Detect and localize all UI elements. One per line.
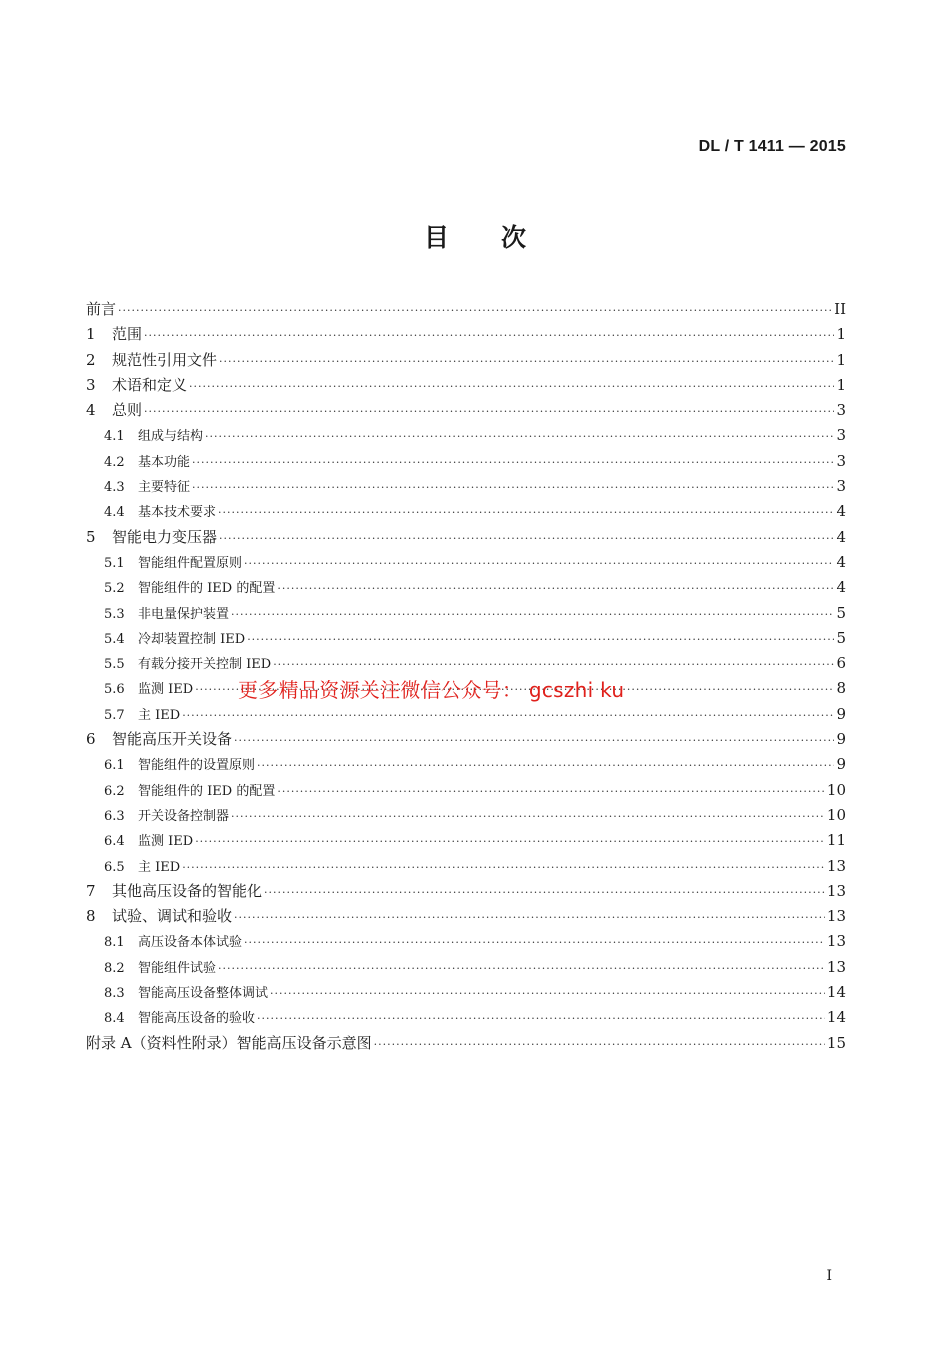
toc-entry-page: 1 (836, 325, 846, 344)
toc-subentry[interactable] (86, 474, 846, 499)
toc-entry-label: 非电量保护装置 (138, 606, 230, 622)
toc-subentry[interactable] (86, 449, 846, 474)
toc-entry-page: 3 (836, 426, 846, 445)
toc-entry-number: 2 (86, 350, 96, 369)
toc-entry-page: 9 (836, 755, 846, 774)
toc-entry-number: 5.5 (104, 657, 125, 673)
toc-entry-number: 7 (86, 881, 96, 900)
toc-entry-label: 范围 (112, 325, 143, 344)
toc-entry-number: 6.5 (104, 859, 125, 875)
dot-leader (195, 829, 825, 854)
toc-entry-label: 总则 (112, 401, 143, 420)
toc-entry[interactable] (86, 373, 846, 398)
toc-entry-page: 5 (836, 603, 846, 622)
toc-entry[interactable] (86, 297, 846, 322)
toc-entry-label: 监测 IED (138, 834, 194, 850)
dot-leader (277, 576, 834, 601)
toc-entry-page: 4 (836, 527, 846, 546)
dot-leader (144, 323, 834, 348)
toc-entry-page: 3 (836, 477, 846, 496)
toc-entry-number: 4.2 (104, 454, 125, 470)
watermark-text: 更多精品资源关注微信公众号： gcszhi ku (238, 678, 625, 702)
toc-entry-label: 前言 (86, 300, 117, 318)
toc-subentry[interactable] (86, 980, 846, 1005)
toc-entry[interactable] (86, 904, 846, 929)
toc-entry-label: 规范性引用文件 (112, 350, 218, 369)
toc-subentry[interactable] (86, 955, 846, 980)
toc-entry-label: 组成与结构 (138, 429, 204, 445)
toc-entry-page: 13 (826, 932, 846, 951)
toc-entry-label: 高压设备本体试验 (138, 935, 243, 951)
dot-leader (234, 905, 825, 930)
toc-entry-page: 6 (836, 654, 846, 673)
toc-entry-label: 智能组件的 IED 的配置 (138, 783, 276, 799)
dot-leader (244, 930, 825, 955)
standard-code: DL / T 1411 — 2015 (698, 138, 846, 155)
toc-entry-number: 5 (86, 527, 96, 546)
page-number: I (826, 1268, 832, 1284)
dot-leader (277, 779, 825, 804)
dot-leader (218, 956, 825, 981)
toc-entry-label: 智能组件的 IED 的配置 (138, 581, 276, 597)
toc-entry-label: 智能组件试验 (138, 960, 217, 976)
toc-entry-label: 智能组件配置原则 (138, 555, 243, 571)
toc-subentry[interactable] (86, 651, 846, 676)
page-title (0, 218, 950, 254)
dot-leader (205, 424, 834, 449)
toc-entry-page: 14 (826, 1008, 846, 1027)
dot-leader (234, 728, 834, 753)
toc-entry-number: 4.3 (104, 480, 125, 496)
toc-entry-page: 8 (836, 679, 846, 698)
toc-subentry[interactable] (86, 778, 846, 803)
toc-entry-page: 1 (836, 375, 846, 394)
toc-entry-number: 8.1 (104, 935, 125, 951)
toc-entry-label: 术语和定义 (112, 375, 188, 394)
toc-subentry[interactable] (86, 626, 846, 651)
toc-entry-label: 附录 A（资料性附录）智能高压设备示意图 (86, 1033, 372, 1052)
toc-entry-page: 3 (836, 401, 846, 420)
toc-entry-number: 3 (86, 375, 96, 394)
toc-entry-page: 15 (826, 1033, 846, 1052)
toc-subentry[interactable] (86, 601, 846, 626)
toc-entry-label: 主 IED (138, 859, 181, 875)
dot-leader (231, 602, 834, 627)
toc-entry-page: 9 (836, 730, 846, 749)
toc-subentry[interactable] (86, 854, 846, 879)
dot-leader (244, 551, 834, 576)
toc-entry[interactable] (86, 398, 846, 423)
toc-entry-page: 4 (836, 578, 846, 597)
toc-entry-page: 10 (826, 805, 846, 824)
toc-entry[interactable] (86, 879, 846, 904)
toc-entry-label: 冷却装置控制 IED (138, 631, 246, 647)
dot-leader (144, 399, 834, 424)
toc-entry-page: 14 (826, 983, 846, 1002)
toc-subentry[interactable] (86, 702, 846, 727)
title-char-2: 次 (501, 223, 527, 252)
toc-entry[interactable] (86, 322, 846, 347)
dot-leader (257, 1006, 825, 1031)
toc-entry-number: 1 (86, 325, 96, 344)
toc-entry[interactable] (86, 525, 846, 550)
toc-entry-number: 5.7 (104, 707, 125, 723)
toc-entry-number: 4.4 (104, 505, 125, 521)
toc-entry-page: 13 (826, 957, 846, 976)
dot-leader (192, 475, 834, 500)
toc-entry-page: 11 (826, 831, 846, 850)
toc-entry-page: 4 (836, 502, 846, 521)
toc-entry-label: 智能高压设备整体调试 (138, 986, 269, 1002)
toc-entry-number: 6.4 (104, 834, 125, 850)
toc-subentry[interactable] (86, 499, 846, 524)
toc-entry-page: 3 (836, 451, 846, 470)
toc-entry-number: 8.2 (104, 960, 125, 976)
toc-entry-number: 8.4 (104, 1011, 125, 1027)
toc-entry-number: 4 (86, 401, 96, 420)
toc-subentry[interactable] (86, 828, 846, 853)
toc-entry-page: 5 (836, 628, 846, 647)
toc-entry-label: 智能电力变压器 (112, 527, 218, 546)
toc-entry[interactable] (86, 348, 846, 373)
dot-leader (231, 804, 825, 829)
toc-entry-page: 9 (836, 704, 846, 723)
toc-entry-label: 监测 IED (138, 682, 194, 698)
toc-entry-page: 13 (826, 856, 846, 875)
dot-leader (118, 298, 832, 323)
dot-leader (218, 500, 834, 525)
dot-leader (247, 627, 834, 652)
dot-leader (219, 349, 834, 374)
toc-entry-label: 其他高压设备的智能化 (112, 881, 263, 900)
title-char-1: 目 (423, 223, 449, 252)
toc-entry-label: 基本功能 (138, 454, 191, 470)
toc-entry-page: 10 (826, 780, 846, 799)
toc-entry-number: 5.4 (104, 631, 125, 647)
toc-entry-label: 主要特征 (138, 480, 191, 496)
toc-entry[interactable] (86, 727, 846, 752)
toc-subentry[interactable] (86, 1005, 846, 1030)
toc-subentry[interactable] (86, 803, 846, 828)
toc-entry-page: 4 (836, 552, 846, 571)
toc-entry-label: 智能组件的设置原则 (138, 758, 256, 774)
toc-entry-page: 1 (836, 350, 846, 369)
toc-entry-page: 13 (826, 881, 846, 900)
toc-entry-number: 6.3 (104, 808, 125, 824)
toc-entry-number: 6.1 (104, 758, 125, 774)
toc-entry-number: 5.2 (104, 581, 125, 597)
toc-entry-number: 6.2 (104, 783, 125, 799)
dot-leader (182, 855, 825, 880)
toc-entry-label: 智能高压开关设备 (112, 730, 233, 749)
toc-subentry[interactable] (86, 929, 846, 954)
toc-subentry[interactable] (86, 575, 846, 600)
toc-entry-number: 5.6 (104, 682, 125, 698)
toc-subentry[interactable] (86, 423, 846, 448)
toc-entry-label: 开关设备控制器 (138, 808, 230, 824)
toc-entry-number: 6 (86, 730, 96, 749)
toc-entry[interactable] (86, 1031, 846, 1056)
toc-entry-label: 智能高压设备的验收 (138, 1011, 256, 1027)
toc-entry-page: II (834, 300, 846, 318)
dot-leader (374, 1032, 825, 1057)
toc-entry-label: 主 IED (138, 707, 181, 723)
toc-entry-number: 8.3 (104, 986, 125, 1002)
dot-leader (270, 981, 825, 1006)
dot-leader (182, 703, 834, 728)
dot-leader (189, 374, 834, 399)
toc-entry-number: 5.3 (104, 606, 125, 622)
dot-leader (264, 880, 825, 905)
toc-subentry[interactable] (86, 752, 846, 777)
dot-leader (257, 753, 834, 778)
toc-entry-number: 4.1 (104, 429, 125, 445)
toc-entry-label: 试验、调试和验收 (112, 907, 233, 926)
dot-leader (192, 450, 834, 475)
toc-entry-label: 基本技术要求 (138, 505, 217, 521)
dot-leader (219, 526, 834, 551)
toc-entry-number: 5.1 (104, 555, 125, 571)
toc-entry-label: 有载分接开关控制 IED (138, 657, 272, 673)
toc-subentry[interactable] (86, 550, 846, 575)
toc-entry-page: 13 (826, 907, 846, 926)
toc-entry-number: 8 (86, 907, 96, 926)
